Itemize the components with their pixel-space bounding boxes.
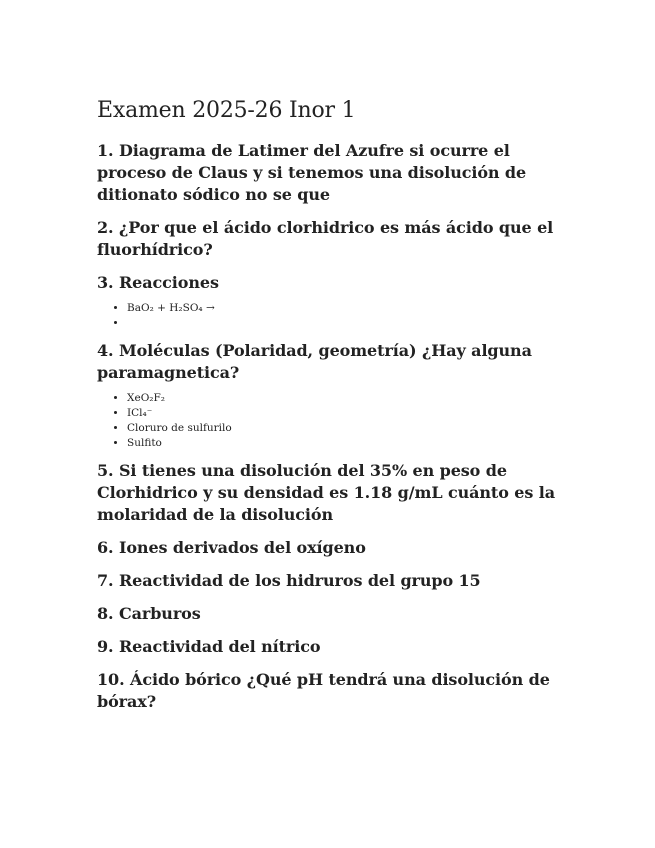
reaction-item-empty — [127, 316, 567, 331]
molecule-item: • XeO₂F₂ — [127, 391, 567, 406]
question-5: 5. Si tienes una disolución del 35% en peso de Clorhidrico y su densidad es 1.18 g/mL cuánto es la molaridad de la disolución — [97, 461, 555, 524]
document-title: Examen 2025-26 Inor 1 — [97, 98, 356, 123]
question-8: 8. Carburos — [97, 604, 201, 623]
question-9: 9. Reactividad del nítrico — [97, 637, 321, 656]
molecule-item: • Sulfito — [127, 436, 567, 451]
molecule-item: • Cloruro de sulfurilo — [127, 421, 567, 436]
exam-document — [97, 96, 567, 724]
question-7: 7. Reactividad de los hidruros del grupo 15 — [97, 571, 481, 590]
question-1: 1. Diagrama de Latimer del Azufre si ocurre el proceso de Claus y si tenemos una disolución de ditionato sódico no se que — [97, 141, 527, 204]
molecule-item: • ICl₄⁻ — [127, 406, 567, 421]
reactions-list — [97, 301, 567, 331]
question-3: 3. Reacciones — [97, 273, 219, 292]
question-2: 2. ¿Por que el ácido clorhidrico es más ácido que el fluorhídrico? — [97, 218, 554, 259]
reaction-item: • BaO₂ + H₂SO₄ → — [127, 301, 567, 316]
molecules-list — [97, 391, 567, 451]
question-6: 6. Iones derivados del oxígeno — [97, 538, 366, 557]
question-4: 4. Moléculas (Polaridad, geometría) ¿Hay alguna paramagnetica? — [97, 341, 532, 382]
question-10: 10. Ácido bórico ¿Qué pH tendrá una disolución de bórax? — [97, 670, 550, 711]
